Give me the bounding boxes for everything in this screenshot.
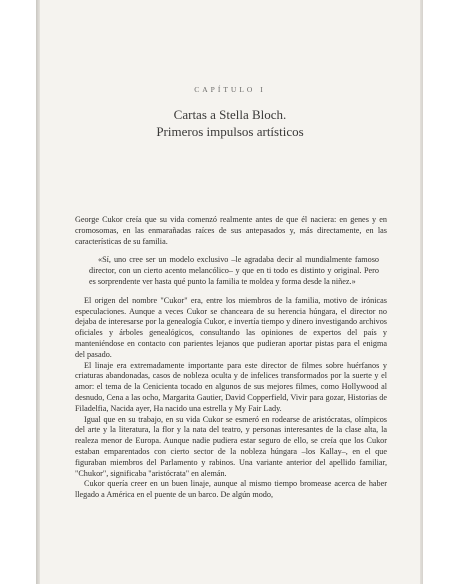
chapter-title <box>40 106 420 140</box>
book-page <box>40 0 420 584</box>
chapter-title-line-1: Cartas a Stella Bloch. <box>173 107 287 122</box>
paragraph-intro: George Cukor creía que su vida comenzó realmente antes de que él naciera: en genes y en cromosomas, en las enmarañadas raíces de sus antepasados y, más directamente, en las características de su familia. <box>75 215 387 246</box>
block-quote: «Sí, uno cree ser un modelo exclusivo –le agradaba decir al mundialmente famoso director, con un cierto acento melancólico– y que en ti todo es distinto y original. Pero es sorprendente ver hasta qué punto la familia te moldea y forma desde la niñez.» <box>89 255 379 286</box>
chapter-label: CAPÍTULO I <box>194 85 266 94</box>
paragraph: Cukor quería creer en un buen linaje, aunque al mismo tiempo bromease acerca de haber llegado a América en el puente de un barco. De algún modo, <box>75 479 387 500</box>
paragraph: El origen del nombre "Cukor" era, entre los miembros de la familia, motivo de irónicas especulaciones. Aunque a veces Cukor se chanceara de su herencia húngara, el director no dejaba de interesarse por la genealogía Cukor, e invertía tiempo y dinero investigando archivos oficiales y árboles genealógicos, consultando las opiniones de expertos del país y manteniéndose en contacto con parientes lejanos que pudieran aportar pistas para el enigma del pasado. <box>75 295 387 359</box>
scan-margin <box>0 0 36 584</box>
paragraph: Igual que en su trabajo, en su vida Cukor se esmeró en rodearse de aristócratas, olímpicos del arte y la literatura, la flor y la nata del teatro, y personas interesantes de la clase alta, la realeza menor de Europa. Aunque nadie pudiera estar seguro de ello, se creía que los Cukor estaban emparentados con cierto sector de la nobleza húngara –los Kallay–, en el que figuraban miembros del Parlamento y rabinos. Una variante anterior del apellido familiar, "Chukor", significaba "aristócrata" en alemán. <box>75 414 387 478</box>
body-text <box>75 215 387 501</box>
page-right-edge <box>420 0 423 584</box>
paragraph: El linaje era extremadamente importante para este director de filmes sobre huérfanos y criaturas abandonadas, casos de nobleza oculta y de infelices transformados por la suerte y el amor: el tema de la Cenicienta tocado en algunos de sus mejores filmes, como Hollywood al desnudo, Cena a las ocho, Margarita Gautier, David Copperfield, Vivir para gozar, Historias de Filadelfia, Nacida ayer, Ha nacido una estrella y My Fair Lady. <box>75 360 387 413</box>
chapter-title-line-2: Primeros impulsos artísticos <box>156 124 304 139</box>
